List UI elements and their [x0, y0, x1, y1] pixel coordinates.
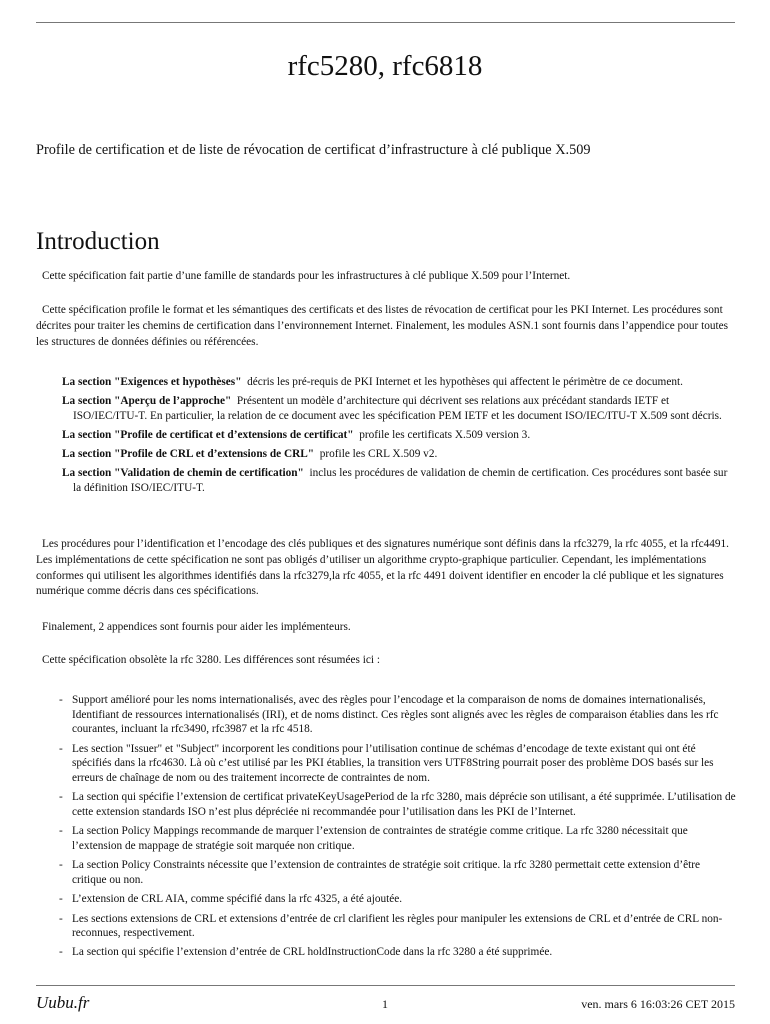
bullet-dash: -: [59, 694, 63, 706]
list-item-text: Les sections extensions de CRL et extensions d’entrée de crl clarifient les règles pour manipuler les extensions de CRL et d’entrée de CRL non-reconnues, respectivement.: [72, 912, 723, 940]
section-overview-term: La section "Aperçu de l’approche": [62, 395, 232, 408]
footer-timestamp: ven. mars 6 16:03:26 CET 2015: [581, 997, 735, 1011]
section-overview-desc: décris les pré-requis de PKI Internet et les hypothèses qui affectent le périmètre de ce document.: [247, 376, 683, 388]
bullet-dash: -: [59, 946, 63, 959]
list-item-text: Support amélioré pour les noms internationalisés, avec des règles pour l’encodage et la comparaison de noms de domaines internationalisés, Identifiant de ressources internationalisés (IRI), et de noms distinct. Ces règles sont alignés avec les règles de comparaison établies dans les rfc courantes, incluant la rfc3490, rfc3987 et la rfc 4518.: [72, 694, 719, 736]
list-item-text: La section Policy Mappings recommande de marquer l’extension de contraintes de stratégie comme critique. La rfc 3280 nécessitait que l’extension de mappage de stratégie soit marquée non critique.: [72, 825, 688, 852]
bullet-dash: -: [59, 893, 63, 906]
section-overview-desc: profile les CRL X.509 v2.: [319, 447, 438, 460]
section-overview-term: La section "Profile de CRL et d’extensions de CRL": [62, 447, 315, 460]
list-item-text: La section qui spécifie l’extension de certificat privateKeyUsagePeriod de la rfc 3280, mais déprécie son utilisant, a été supprimée. L’utilisation de cette extension standards ISO n’est plus dépréciée ni recommandée pour l’utilisation dans les PKI de l’Internet.: [72, 791, 736, 818]
list-item: [59, 742, 736, 786]
section-overview-term: La section "Exigences et hypothèses": [62, 376, 242, 388]
footer-rule: [36, 985, 735, 986]
section-overview-desc: inclus les procédures de validation de chemin de certification. Ces procédures sont basée sur la définition ISO/IEC/ITU-T.: [73, 466, 728, 494]
bullet-dash: -: [59, 912, 63, 925]
document-subtitle: Profile de certification et de liste de révocation de certificat d’infrastructure à clé publique X.509: [36, 142, 591, 158]
footer-page-number: 1: [382, 997, 388, 1011]
intro-paragraph-1: Cette spécification fait partie d’une famille de standards pour les infrastructures à clé publique X.509 pour l’Internet.: [42, 270, 571, 282]
section-heading-introduction: Introduction: [36, 228, 160, 255]
document-title: rfc5280, rfc6818: [287, 50, 483, 82]
section-overview-desc: Présentent un modèle d’architecture qui décrivent ses relations aux précédant standards IETF et ISO/IEC/ITU-T. En particulier, la relation de ce document avec les spécification PEM IETF et les document ISO/IEC/ITU-T X.509 sont décris.: [73, 395, 722, 422]
section-overview-term: La section "Profile de certificat et d’extensions de certificat": [62, 428, 354, 441]
section-overview-item: [62, 394, 736, 423]
footer-site-name: Uubu.fr: [36, 993, 90, 1012]
list-item: [59, 824, 736, 853]
list-item-text: La section Policy Constraints nécessite que l’extension de contraintes de stratégie soit critique. la rfc 3280 permettait cette extension d’être critique ou non.: [72, 859, 701, 886]
intro-paragraph-5: Cette spécification obsolète la rfc 3280. Les différences sont résumées ici :: [42, 654, 380, 666]
bullet-dash: -: [59, 791, 63, 804]
list-item: [59, 693, 736, 737]
list-item: [59, 790, 736, 819]
list-item-text: La section qui spécifie l’extension d’entrée de CRL holdInstructionCode dans la rfc 3280 a été supprimée.: [72, 946, 553, 959]
intro-paragraph-4: Finalement, 2 appendices sont fournis pour aider les implémenteurs.: [42, 621, 351, 633]
section-overview-item: [62, 466, 736, 495]
list-item: [59, 892, 736, 907]
section-overview-list: [62, 375, 736, 500]
section-overview-item: [62, 428, 736, 443]
section-overview-item: [62, 375, 736, 390]
section-overview-term: La section "Validation de chemin de certification": [62, 466, 304, 479]
differences-list: [59, 693, 736, 965]
section-overview-desc: profile les certificats X.509 version 3.: [359, 428, 531, 441]
intro-paragraph-2: Cette spécification profile le format et les sémantiques des certificats et des listes de révocation de certificat pour les PKI Internet. Les procédures sont décrites pour traiter les chemins de certification dans l’environnement Internet. Finalement, les modules ASN.1 sont fournis dans l’appendice pour toutes les structures de données définies ou référencées.: [36, 304, 729, 348]
bullet-dash: -: [59, 859, 63, 872]
list-item: [59, 945, 736, 960]
bullet-dash: -: [59, 825, 63, 838]
header-rule: [36, 22, 735, 23]
list-item-text: L’extension de CRL AIA, comme spécifié dans la rfc 4325, a été ajoutée.: [72, 893, 403, 906]
list-item: [59, 912, 736, 941]
section-overview-item: [62, 447, 736, 462]
intro-paragraph-3: Les procédures pour l’identification et l’encodage des clés publiques et des signatures numérique sont définis dans la rfc3279, la rfc 4055, et la rfc4491. Les implémentations de cette spécification ne sont pas obligés d’utiliser un algorithme crypto-graphique particulier. Cependant, les implémentations conformes qui utilisent les algorithmes identifiés dans la rfc3279,la rfc 4055, et la rfc 4491 doivent identifier en encoder la clé publique et les signatures numérique comme décris dans ces spécifications.: [36, 538, 730, 598]
list-item-text: Les section "Issuer" et "Subject" incorporent les conditions pour l’utilisation continue de schémas d’encodage de texte existant qui ont été spécifiés dans la rfc4630. Là où c’est utilisé par les PKI établies, la transition vers UTF8String pourrait poser des problème DOS basés sur les erreurs de chaînage de nom ou des traitement incorrecte de contraintes de nom.: [72, 742, 714, 784]
bullet-dash: -: [59, 742, 63, 755]
list-item: [59, 858, 736, 887]
